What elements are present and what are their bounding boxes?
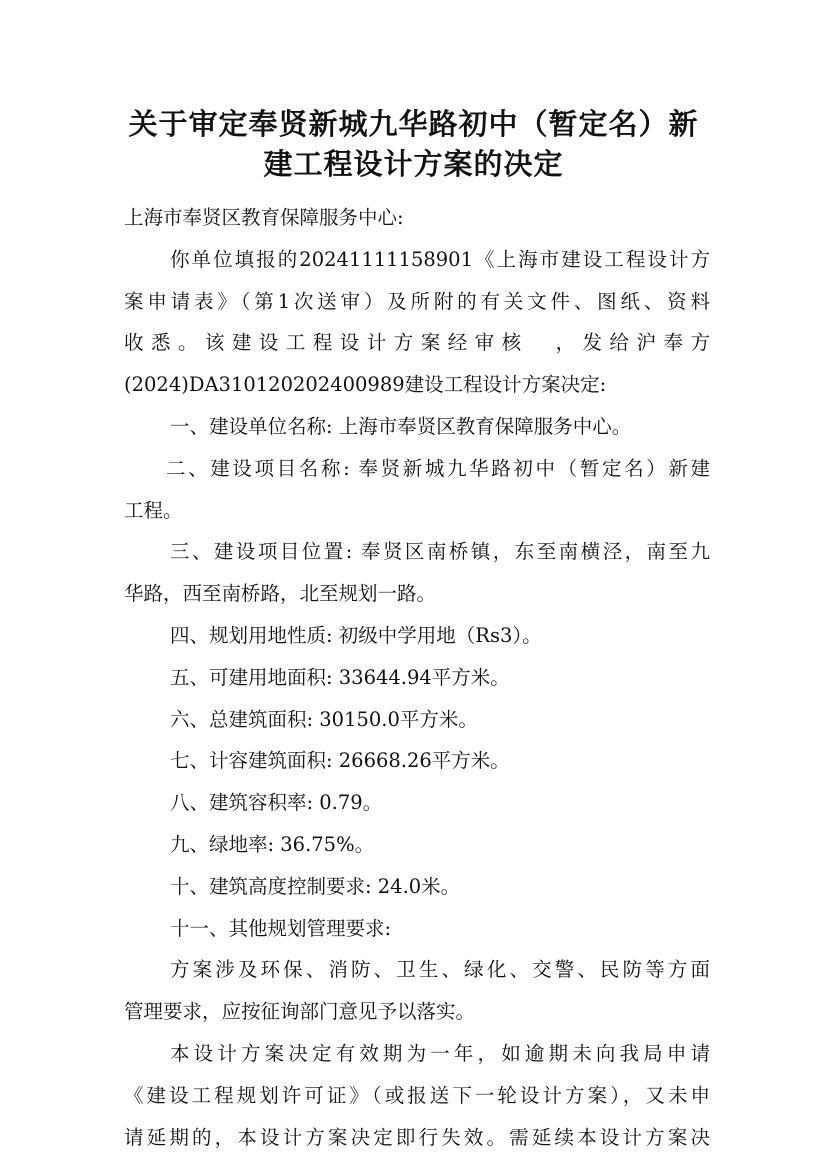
paragraph-line: 请延期的，本设计方案决定即行失效。需延续本设计方案决: [124, 1125, 710, 1149]
paragraph-line: 本设计方案决定有效期为一年，如逾期未向我局申请: [170, 1041, 710, 1065]
clause-line: 工程。: [124, 498, 183, 522]
paragraph-line: 管理要求，应按征询部门意见予以落实。: [124, 1000, 476, 1024]
paragraph-line: (2024)DA310120202400989建设工程设计方案决定:: [124, 373, 607, 397]
clause-line: 六、总建筑面积: 30150.0平方米。: [170, 707, 478, 731]
clause-line: 五、可建用地面积: 33644.94平方米。: [170, 665, 510, 689]
paragraph-line: 案申请表》（第1次送审）及所附的有关文件、图纸、资料: [124, 289, 710, 313]
clause-line: 七、计容建筑面积: 26668.26平方米。: [170, 749, 510, 773]
title-line-2: 建工程设计方案的决定: [263, 147, 564, 181]
document-title: [100, 104, 727, 184]
clause-line: 四、规划用地性质: 初级中学用地（Rs3）。: [170, 623, 542, 647]
clause-line: 十、建筑高度控制要求: 24.0米。: [170, 874, 461, 898]
clause-line: 十一、其他规划管理要求:: [170, 916, 392, 940]
clause-line: 九、绿地率: 36.75%。: [170, 832, 375, 856]
clause-line: 八、建筑容积率: 0.79。: [170, 791, 383, 815]
paragraph-line: 《建设工程规划许可证》（或报送下一轮设计方案），又未申: [124, 1083, 710, 1107]
document-body: [124, 197, 710, 1158]
paragraph-line: 收悉。该建设工程设计方案经审核 ，发给沪奉方: [124, 331, 710, 355]
paragraph-line: 你单位填报的20241111158901《上海市建设工程设计方: [170, 247, 710, 271]
addressee: 上海市奉贤区教育保障服务中心:: [124, 206, 404, 229]
clause-line: 三、建设项目位置: 奉贤区南桥镇，东至南横泾，南至九: [170, 540, 710, 564]
clause-line: 一、建设单位名称: 上海市奉贤区教育保障服务中心。: [170, 414, 632, 438]
paragraph-line: 方案涉及环保、消防、卫生、绿化、交警、民防等方面: [170, 958, 710, 982]
clause-line: 二、建设项目名称: 奉贤新城九华路初中（暂定名）新建: [166, 456, 710, 480]
clause-line: 华路，西至南桥路，北至规划一路。: [124, 582, 437, 606]
title-line-1: 关于审定奉贤新城九华路初中（暂定名）新: [128, 107, 699, 141]
